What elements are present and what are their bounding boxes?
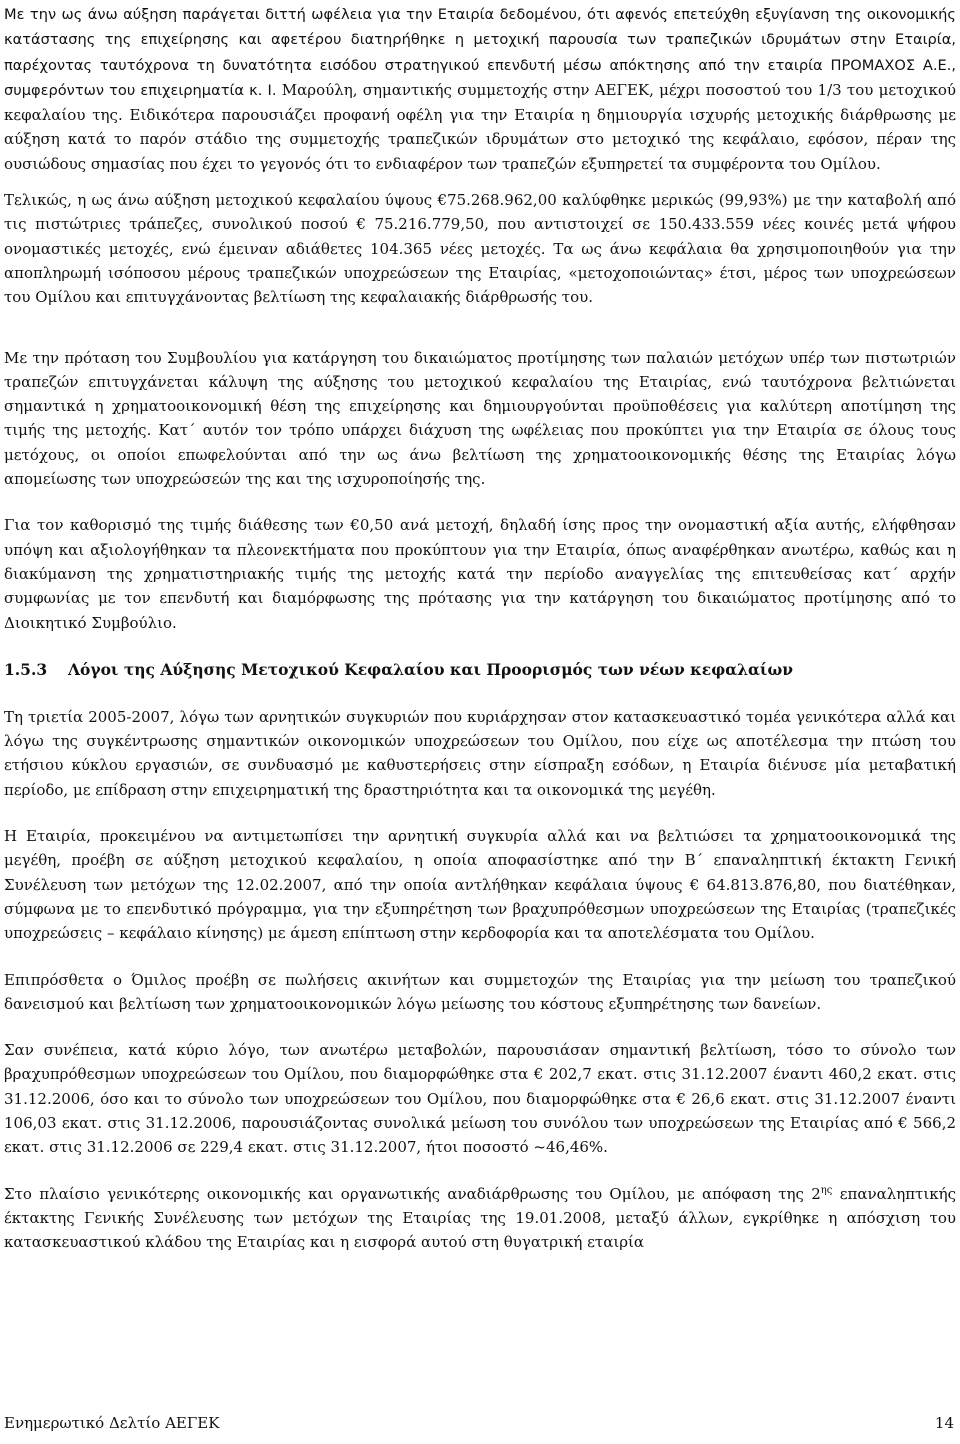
paragraph-triennium: Τη τριετία 2005-2007, λόγω των αρνητικών συγκυριών που κυριάρχησαν στον κατασκευαστικό τομέα γενικότερα αλλά και λόγω της συγκέντρωσης σημαντικών οικονομικών υποχρεώσεων του Ομίλου, που είχε ως αποτέλεσμα την πτώση του ετήσιου κύκλου εργασιών, σε συνδυασμό με καθυστερήσεις στην είσπραξη εσόδων, η Εταιρία διένυσε μία μεταβατική περίοδο, με επίδραση στην επιχειρηματική της δραστηριότητα και τα οικονομικά της μεγέθη. <box>4 707 956 799</box>
paragraph-offer-price: Για τον καθορισμό της τιμής διάθεσης των €0,50 ανά μετοχή, δηλαδή ίσης προς την ονομαστική αξία αυτής, ελήφθησαν υπόψη και αξιολογήθηκαν τα πλεονεκτήματα που προκύπτουν για την Εταιρία, όπως αναφέρθηκαν ανωτέρω, καθώς και η διακύμανση της χρηματιστηριακής τιμής της μετοχής κατά την περίοδο αναγγελίας της επιτευθείσας κατ΄ αρχήν συμφωνίας με τον επενδυτή και διαμόρφωσης της πρότασης για την κατάργηση του δικαιώματος προτίμησης από το Διοικητικό Συμβούλιο. <box>4 516 956 632</box>
paragraph-capital-increase-benefit <box>4 2 956 176</box>
paragraph-restructuring-a: Στο πλαίσιο γενικότερης οικονομικής και οργανωτικής αναδιάρθρωσης του Ομίλου, με απόφαση της 2 <box>4 1184 821 1203</box>
paragraph-preemption-rights: Με την πρόταση του Συμβουλίου για κατάργηση του δικαιώματος προτίμησης των παλαιών μετόχων υπέρ των πιστωτριών τραπεζών επιτυγχάνεται κάλυψη της αύξησης του μετοχικού κεφαλαίου της Εταιρίας, ενώ ταυτόχρονα βελτιώνεται σημαντικά η χρηματοοικονομική θέση της επιχείρησης και δημιουργούνται προϋποθέσεις για καλύτερη αποτίμηση της τιμής της μετοχής. Κατ΄ αυτόν τον τρόπο υπάρχει διάχυση της ωφέλειας που προκύπτει για την Εταιρία σε όλους τους μετόχους, οι οποίοι επωφελούνται από την ως άνω βελτίωση της χρηματοοικονομικής θέσης της Εταιρίας λόγω απομείωσης των υποχρεώσεών της και της ισχυροποίησής της. <box>4 348 956 489</box>
footer-page-number: 14 <box>934 1414 954 1432</box>
paragraph-asset-sales: Επιπρόσθετα ο Όμιλος προέβη σε πωλήσεις ακινήτων και συμμετοχών της Εταιρίας για την μείωση του τραπεζικού δανεισμού και βελτίωση των χρηματοοικονομικών λόγω μείωσης του κόστους εξυπηρέτησης των δανείων. <box>4 970 956 1013</box>
section-title: Λόγοι της Αύξησης Μετοχικού Κεφαλαίου και Προορισμός των νέων κεφαλαίων <box>68 659 793 679</box>
footer-title: Ενημερωτικό Δελτίο ΑΕΓΕΚ <box>4 1414 220 1432</box>
page-footer <box>4 1414 954 1432</box>
paragraph-sans-segment: Με την ως άνω αύξηση παράγεται διττή ωφέλεια για την Εταιρία δεδομένου, ότι αφενός επετεύχθη εξυγίανση της οικονομικής κατάστασης της επιχείρησης και αφετέρου διατηρήθηκε η μετοχική παρουσία των τραπεζικών ιδρυμάτων στην Εταιρία, παρέχοντας ταυτόχρονα τη δυνατότητα εισόδου στρατηγικού επενδυτή μέσω απόκτησης από την εταιρία ΠΡΟΜΑΧΟΣ Α.Ε., συμφερόντων του επιχειρηματία κ. Ι. <box>4 6 956 99</box>
paragraph-liabilities-improvement: Σαν συνέπεια, κατά κύριο λόγο, των ανωτέρω μεταβολών, παρουσιάσαν σημαντική βελτίωση, τόσο το σύνολο των βραχυπρόθεσμων υποχρεώσεων του Ομίλου, που διαμορφώθηκε στα € 202,7 εκατ. στις 31.12.2007 έναντι 460,2 εκατ. στις 31.12.2006, όσο και το σύνολο των υποχρεώσεων του Ομίλου, που διαμορφώθηκε στα € 26,6 εκατ. στις 31.12.2007 έναντι 106,03 εκατ. στις 31.12.2006, παρουσιάζοντας συνολικά μείωση του συνόλου των υποχρεώσεων της Εταιρίας από € 566,2 εκατ. στις 31.12.2006 σε 229,4 εκατ. στις 31.12.2007, ήτοι ποσοστό ~46,46%. <box>4 1041 956 1157</box>
section-number: 1.5.3 <box>4 659 48 679</box>
paragraph-serif-segment: Μαρούλη, σημαντικής συμμετοχής στην ΑΕΓΕΚ, μέχρι ποσοστού του 1/3 του μετοχικού κεφαλαίου της. Ειδικότερα παρουσιάζει προφανή οφέλη για την Εταιρία η δημιουργία ισχυρής μετοχικής διάρθρωσης με αύξηση κατά το παρόν στάδιο της συμμετοχής τραπεζικών ιδρυμάτων στο μετοχικό της κεφάλαιο, εφόσον, πέραν της ουσιώδους σημασίας που έχει το γεγονός ότι το ενδιαφέρον των τραπεζών εξυπηρετεί τα συμφέροντα του Ομίλου. <box>4 80 956 173</box>
paragraph-increase-coverage: Τελικώς, η ως άνω αύξηση μετοχικού κεφαλαίου ύψους €75.268.962,00 καλύφθηκε μερικώς (99,93%) με την καταβολή από τις πιστώτριες τράπεζες, συνολικού ποσού € 75.216.779,50, που αντιστοιχεί σε 150.433.559 νέες κοινές μετά ψήφου ονομαστικές μετοχές, ενώ έμειναν αδιάθετες 104.365 νέες μετοχές. Τα ως άνω κεφάλαια θα χρησιμοποιηθούν για την αποπληρωμή ισόποσου μέρους τραπεζικών υποχρεώσεων της Εταιρίας, «μετοχοποιώντας» έτσι, μέρος των υποχρεώσεων του Ομίλου και επιτυγχάνοντας βελτίωση της κεφαλαιακής διάρθρωσής του. <box>4 191 956 307</box>
ordinal-superscript: ης <box>820 1184 833 1196</box>
section-heading <box>4 657 956 683</box>
document-page <box>4 2 956 1254</box>
paragraph-company-measures: Η Εταιρία, προκειμένου να αντιμετωπίσει την αρνητική συγκυρία αλλά και να βελτιώσει τα χρηματοοικονομικά της μεγέθη, προέβη σε αύξηση μετοχικού κεφαλαίου, η οποία αποφασίστηκε από την Β΄ επαναληπτική έκτακτη Γενική Συνέλευση των μετόχων της 12.02.2007, από την οποία αντλήθηκαν κεφάλαια ύψους € 64.813.876,80, που διατέθηκαν, σύμφωνα με το επενδυτικό πρόγραμμα, για την εξυπηρέτηση των βραχυπρόθεσμων υποχρεώσεων της Εταιρίας (τραπεζικές υποχρεώσεις – κεφάλαιο κίνησης) με άμεση επίπτωση στην κερδοφορία και τα αποτελέσματα του Ομίλου. <box>4 827 956 943</box>
paragraph-restructuring <box>4 1182 956 1255</box>
paragraph-restructuring-b: επαναληπτικής έκτακτης Γενικής Συνέλευσης των μετόχων της Εταιρίας της 19.01.2008, μεταξύ άλλων, εγκρίθηκε η απόσχιση του κατασκευαστικού κλάδου της Εταιρίας και η εισφορά αυτού στη θυγατρική εταιρία <box>4 1184 956 1252</box>
